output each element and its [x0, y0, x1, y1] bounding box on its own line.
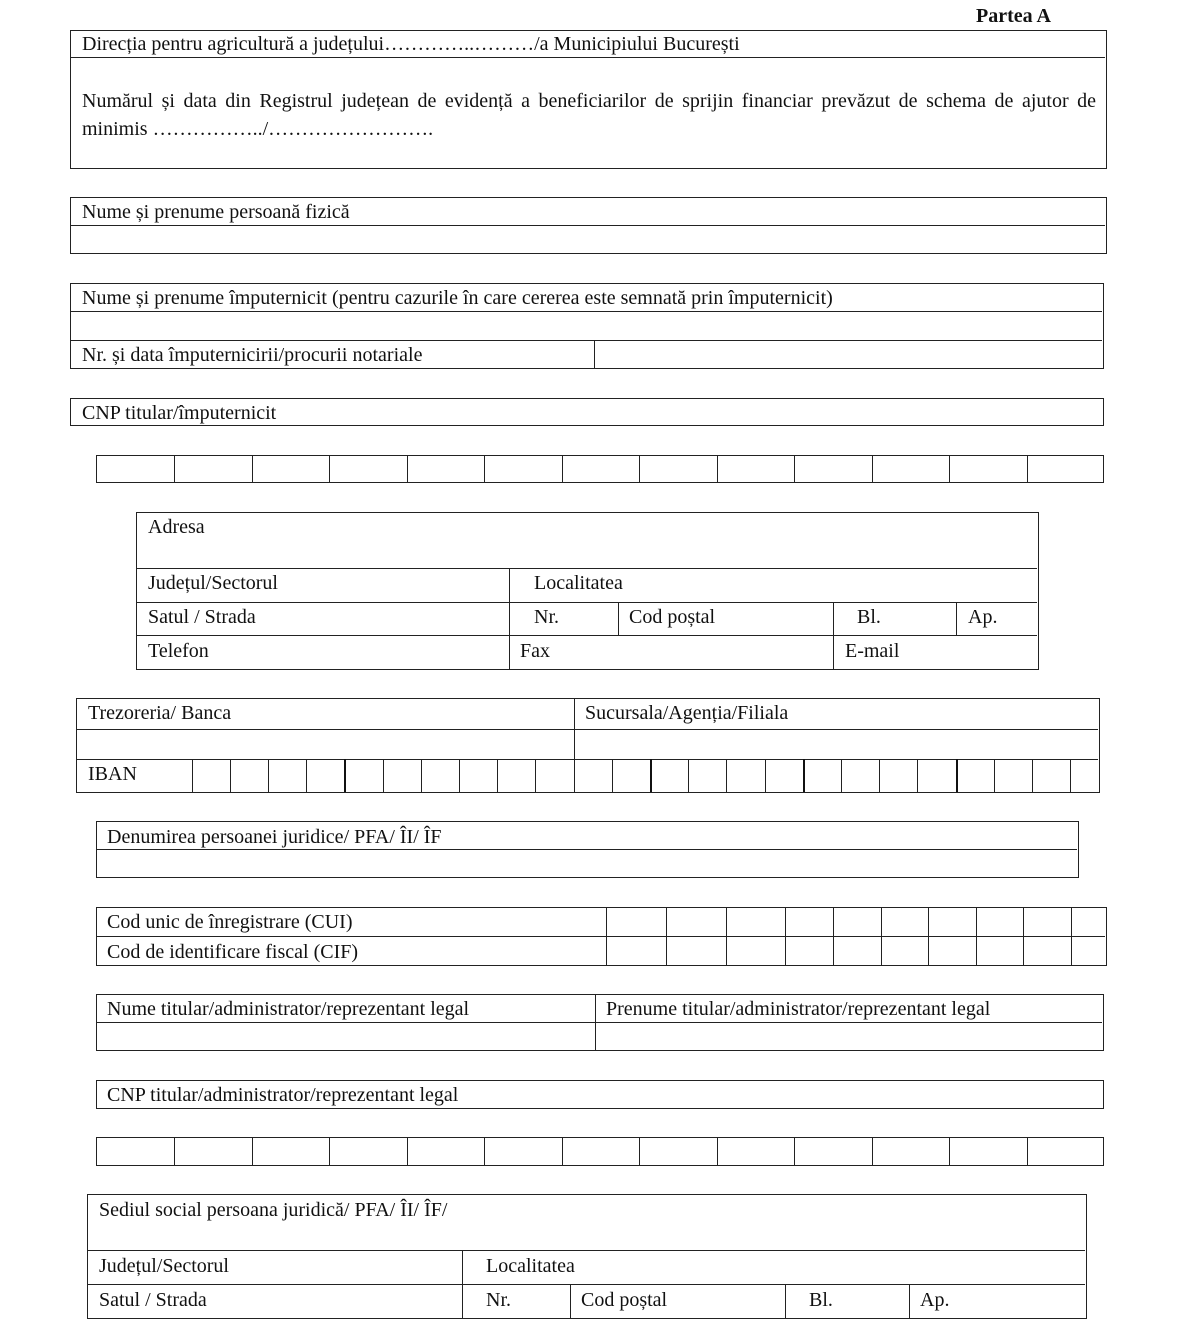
sucursala-label: Sucursala/Agenția/Filiala [585, 702, 789, 724]
prenume-reprezentant-label: Prenume titular/administrator/reprezentant legal [606, 998, 991, 1020]
part-title: Partea A [976, 5, 1051, 27]
localitate-label[interactable]: Localitatea [534, 572, 623, 594]
trezorerie-input[interactable] [78, 730, 573, 758]
nume-reprezentant-label: Nume titular/administrator/reprezentant legal [107, 998, 470, 1020]
sediu-judet-label[interactable]: Județul/Sectorul [99, 1255, 229, 1277]
bl-label[interactable]: Bl. [857, 606, 881, 628]
divider [137, 635, 1037, 636]
divider [909, 1284, 910, 1318]
judet-label[interactable]: Județul/Sectorul [148, 572, 278, 594]
sediu-nr-label[interactable]: Nr. [486, 1289, 511, 1311]
cell-divider [949, 1138, 950, 1165]
cnp-reprezentant-cells[interactable] [96, 1137, 1104, 1166]
imputernicit-input[interactable] [72, 312, 1102, 339]
cell-divider [639, 1138, 640, 1165]
email-label[interactable]: E-mail [845, 640, 900, 662]
cell-divider [329, 456, 330, 482]
cell-divider [949, 456, 950, 482]
cif-label: Cod de identificare fiscal (CIF) [107, 941, 359, 963]
divider [137, 568, 1037, 569]
cell-divider [794, 1138, 795, 1165]
cell-divider [174, 1138, 175, 1165]
divider [574, 699, 575, 759]
cell-divider [717, 456, 718, 482]
divider [595, 995, 596, 1050]
trezorerie-label: Trezoreria/ Banca [88, 702, 232, 724]
telefon-label[interactable]: Telefon [148, 640, 209, 662]
cnp-titular-cells[interactable] [96, 455, 1104, 483]
cell-divider [562, 1138, 563, 1165]
cell-divider [252, 456, 253, 482]
cell-divider [407, 456, 408, 482]
cell-divider [484, 456, 485, 482]
registry-text: Numărul și data din Registrul județean de evidență a beneficiarilor de sprijin financiar prevăzut de schema de ajutor de minimis ……………../……………………. [82, 90, 1096, 140]
cell-divider [562, 456, 563, 482]
divider [462, 1250, 463, 1318]
fax-label[interactable]: Fax [520, 640, 550, 662]
sediu-title: Sediul social persoana juridică/ PFA/ ÎI/ ÎF/ [99, 1199, 448, 1221]
cell-divider [329, 1138, 330, 1165]
prenume-reprezentant-input[interactable] [597, 1023, 1102, 1049]
iban-input[interactable] [192, 760, 1098, 791]
persoana-fizica-input[interactable] [72, 226, 1104, 252]
sediu-strada-label[interactable]: Satul / Strada [99, 1289, 207, 1311]
divider [137, 602, 1037, 603]
cui-input[interactable] [607, 909, 1105, 936]
divider [785, 1284, 786, 1318]
cui-label: Cod unic de înregistrare (CUI) [107, 911, 353, 933]
divider [594, 340, 595, 368]
divider [618, 602, 619, 635]
cell-divider [872, 456, 873, 482]
sucursala-input[interactable] [576, 730, 1098, 758]
cod-postal-label[interactable]: Cod poștal [629, 606, 716, 628]
divider [833, 602, 834, 669]
cnp-titular-label: CNP titular/împuternicit [82, 402, 277, 424]
adresa-title: Adresa [148, 516, 205, 538]
cell-divider [872, 1138, 873, 1165]
procura-input[interactable] [596, 341, 1102, 367]
sediu-cod-postal-label[interactable]: Cod poștal [581, 1289, 668, 1311]
cnp-reprezentant-label: CNP titular/administrator/reprezentant legal [107, 1084, 459, 1106]
divider [509, 568, 510, 669]
cell-divider [252, 1138, 253, 1165]
divider [88, 1284, 1085, 1285]
strada-label[interactable]: Satul / Strada [148, 606, 256, 628]
iban-label: IBAN [88, 763, 137, 785]
cell-divider [407, 1138, 408, 1165]
cell-divider [174, 456, 175, 482]
nr-label[interactable]: Nr. [534, 606, 559, 628]
divider [570, 1284, 571, 1318]
nume-reprezentant-input[interactable] [98, 1023, 594, 1049]
persoana-fizica-label: Nume și prenume persoană fizică [82, 201, 350, 223]
sediu-localitate-label[interactable]: Localitatea [486, 1255, 575, 1277]
divider [956, 602, 957, 635]
directia-label: Direcția pentru agricultură a județului…………..………/a Municipiului București [82, 33, 740, 55]
divider [88, 1250, 1085, 1251]
cell-divider [1027, 1138, 1028, 1165]
cell-divider [484, 1138, 485, 1165]
persoana-juridica-input[interactable] [98, 850, 1077, 876]
cell-divider [717, 1138, 718, 1165]
sediu-bl-label[interactable]: Bl. [809, 1289, 833, 1311]
procura-label: Nr. și data împuternicirii/procurii notariale [82, 344, 423, 366]
cell-divider [794, 456, 795, 482]
cif-input[interactable] [607, 937, 1105, 964]
imputernicit-label: Nume și prenume împuternicit (pentru cazurile în care cererea este semnată prin împuternicit) [82, 287, 833, 309]
sediu-ap-label[interactable]: Ap. [920, 1289, 950, 1311]
persoana-juridica-label: Denumirea persoanei juridice/ PFA/ ÎI/ ÎF [107, 826, 442, 848]
cell-divider [639, 456, 640, 482]
ap-label[interactable]: Ap. [968, 606, 998, 628]
cell-divider [1027, 456, 1028, 482]
